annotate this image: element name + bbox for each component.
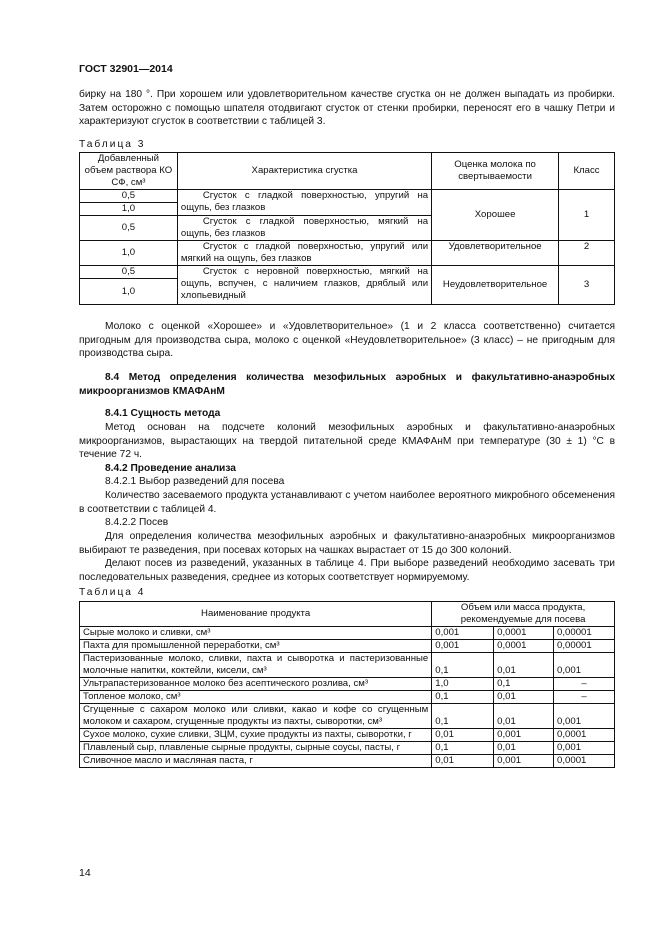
volume-value-cell: 0,01: [494, 742, 554, 755]
volume-cell: 0,5: [80, 266, 178, 279]
clot-characteristic: Сгусток с гладкой поверхностью, мягкий на ощупь, без глазков: [177, 216, 431, 241]
volume-value-cell: 0,1: [432, 691, 494, 704]
table-row: [80, 678, 615, 691]
milk-rating: Удовлетворительное: [432, 241, 559, 266]
section-8-4-1-heading: 8.4.1 Сущность метода: [105, 408, 221, 419]
method-essence-paragraph: Метод основан на подсчете колоний мезофильных аэробных и факультативно-анаэробных микроорганизмов, вырастающих на твердой питательной среде КМАФАнМ при температуре (30 ± 1) °С в течение 72 ч.: [79, 422, 615, 460]
volume-value-cell: 0,001: [432, 640, 494, 653]
product-name-cell: Сырые молоко и сливки, см³: [80, 627, 432, 640]
subsection-8-4-2-2: 8.4.2.2 Посев: [105, 517, 169, 528]
product-name-cell: Сгущенные с сахаром молоко или сливки, какао и кофе со сгущенным молоком и сахаром, сгущенные продукты из пахты, сыворотки, см³: [80, 704, 432, 729]
volume-value-cell: 0,0001: [494, 640, 554, 653]
table-row: [80, 704, 615, 729]
intro-paragraph: бирку на 180 °. При хорошем или удовлетворительном качестве сгустка он не должен выпадать из пробирки. Затем осторожно с помощью шпателя отодвигают сгусток от стенки пробирки, переносят его в чашку Петри и характеризуют сгусток в соответствии с таблицей 3.: [79, 89, 615, 127]
volume-value-cell: 0,01: [432, 755, 494, 768]
volume-value-cell: 0,001: [554, 742, 615, 755]
standard-header: ГОСТ 32901—2014: [79, 63, 173, 75]
section-8-4-heading: 8.4 Метод определения количества мезофильных аэробных и факультативно-анаэробных микроорганизмов КМАФАнМ: [79, 372, 615, 397]
class-cell: 3: [559, 266, 615, 305]
table3-header-cell: Класс: [559, 153, 615, 190]
volume-value-cell: 0,01: [494, 653, 554, 678]
volume-value-cell: 0,0001: [554, 755, 615, 768]
table-4: [79, 601, 615, 768]
volume-value-cell: 0,1: [494, 678, 554, 691]
table3-header-cell: Добавленный объем раствора КО СФ, см³: [80, 153, 178, 190]
table-row: [80, 755, 615, 768]
volume-value-cell: 0,00001: [554, 627, 615, 640]
volume-value-cell: –: [554, 691, 615, 704]
volume-value-cell: 0,001: [494, 755, 554, 768]
table-row: [80, 640, 615, 653]
volume-value-cell: 0,00001: [554, 640, 615, 653]
table-row: [80, 653, 615, 678]
volume-value-cell: 0,001: [432, 627, 494, 640]
volume-value-cell: 0,001: [554, 704, 615, 729]
volume-value-cell: 0,01: [432, 729, 494, 742]
volume-cell: 0,5: [80, 216, 178, 241]
dilution-paragraph: Количество засеваемого продукта устанавливают с учетом наиболее вероятного микробного обсеменения в соответствии с таблицей 4.: [79, 490, 615, 515]
table-row: [80, 241, 615, 266]
volume-value-cell: 0,01: [494, 691, 554, 704]
volume-value-cell: 1,0: [432, 678, 494, 691]
table-3: [79, 152, 615, 305]
product-name-cell: Сливочное масло и масляная паста, г: [80, 755, 432, 768]
volume-value-cell: –: [554, 678, 615, 691]
product-name-cell: Пастеризованные молоко, сливки, пахта и сыворотка и пастеризованные молочные напитки, коктейли, кисели, см³: [80, 653, 432, 678]
volume-value-cell: 0,0001: [494, 627, 554, 640]
volume-value-cell: 0,0001: [554, 729, 615, 742]
milk-rating: Хорошее: [432, 190, 559, 241]
table3-header-cell: Оценка молока по свертываемости: [432, 153, 559, 190]
volume-cell: 0,5: [80, 190, 178, 203]
product-name-cell: Сухое молоко, сухие сливки, ЗЦМ, сухие продукты из пахты, сыворотки, г: [80, 729, 432, 742]
table-row: [80, 729, 615, 742]
volume-value-cell: 0,1: [432, 742, 494, 755]
table4-header-cell: Наименование продукта: [80, 602, 432, 627]
clot-characteristic: Сгусток с неровной поверхностью, мягкий на ощупь, вспучен, с наличием глазков, дряблый или хлопьевидный: [177, 266, 431, 305]
product-name-cell: Пахта для промышленной переработки, см³: [80, 640, 432, 653]
table-row: [80, 266, 615, 279]
table3-header-cell: Характеристика сгустка: [177, 153, 431, 190]
table4-header-row: [80, 602, 615, 627]
volume-cell: 1,0: [80, 241, 178, 266]
seeding-paragraph-2: Делают посев из разведений, указанных в таблице 4. При выборе разведений необходимо засевать три последовательных разведения, среднее из которых соответствует нормируемому.: [79, 558, 615, 583]
product-name-cell: Плавленый сыр, плавленые сырные продукты, сырные соусы, пасты, г: [80, 742, 432, 755]
volume-cell: 1,0: [80, 279, 178, 305]
clot-characteristic: Сгусток с гладкой поверхностью, упругий на ощупь, без глазков: [177, 190, 431, 216]
table3-header-row: [80, 153, 615, 190]
rating-paragraph: Молоко с оценкой «Хорошее» и «Удовлетворительное» (1 и 2 класса соответственно) считается пригодным для производства сыра, молоко с оценкой «Неудовлетворительное» (3 класс) – не пригодным для производства сыра.: [79, 321, 615, 359]
volume-value-cell: 0,1: [432, 704, 494, 729]
volume-value-cell: 0,001: [554, 653, 615, 678]
milk-rating: Неудовлетворительное: [432, 266, 559, 305]
table-row: [80, 627, 615, 640]
page-number: 14: [79, 867, 91, 879]
volume-cell: 1,0: [80, 203, 178, 216]
seeding-paragraph: Для определения количества мезофильных аэробных и факультативно-анаэробных микроорганизмов выбирают те разведения, при посевах которых на чашках вырастает от 15 до 300 колоний.: [79, 531, 615, 556]
table-row: [80, 190, 615, 203]
volume-value-cell: 0,1: [432, 653, 494, 678]
table3-caption: Таблица 3: [79, 139, 146, 150]
product-name-cell: Топленое молоко, см³: [80, 691, 432, 704]
volume-value-cell: 0,01: [494, 704, 554, 729]
table-row: [80, 742, 615, 755]
subsection-8-4-2-1: 8.4.2.1 Выбор разведений для посева: [105, 476, 285, 487]
clot-characteristic: Сгусток с гладкой поверхностью, упругий или мягкий на ощупь, без глазков: [177, 241, 431, 266]
table4-header-cell: Объем или масса продукта, рекомендуемые для посева: [432, 602, 615, 627]
class-cell: 1: [559, 190, 615, 241]
table-row: [80, 691, 615, 704]
volume-value-cell: 0,001: [494, 729, 554, 742]
class-cell: 2: [559, 241, 615, 266]
section-8-4-2-heading: 8.4.2 Проведение анализа: [105, 463, 236, 474]
table4-caption: Таблица 4: [79, 587, 146, 598]
product-name-cell: Ультрапастеризованное молоко без асептического розлива, см³: [80, 678, 432, 691]
